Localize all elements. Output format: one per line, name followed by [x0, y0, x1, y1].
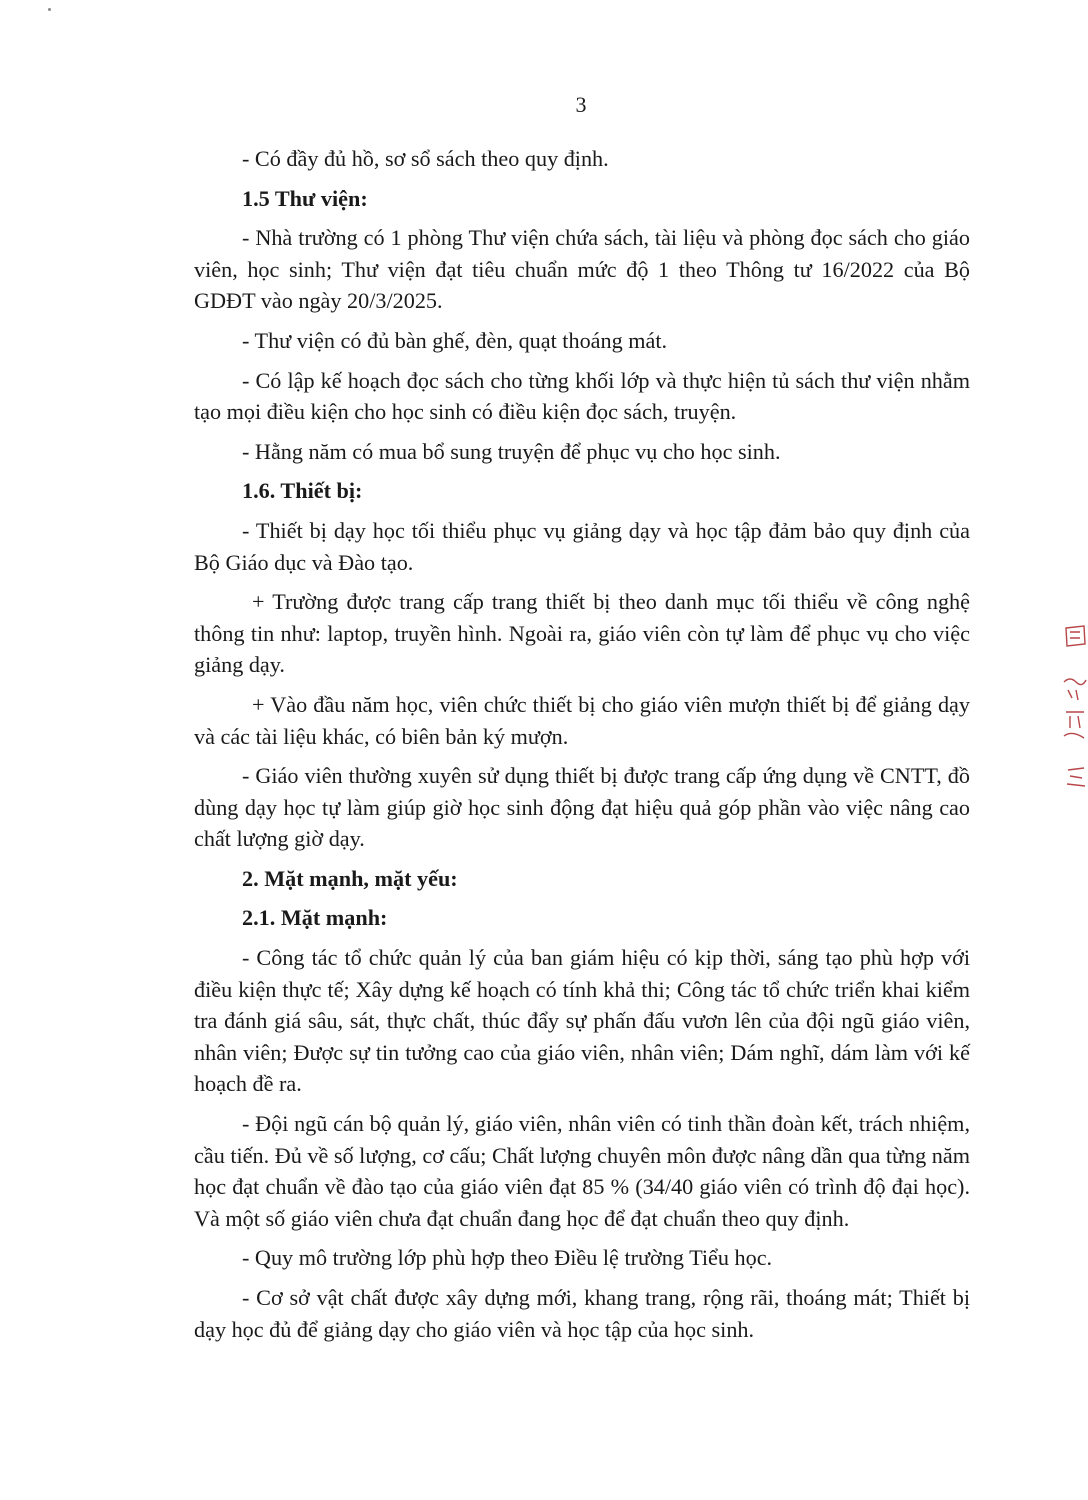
paragraph: - Thư viện có đủ bàn ghế, đèn, quạt thoáng mát.: [242, 327, 668, 353]
paragraph: - Đội ngũ cán bộ quản lý, giáo viên, nhân viên có tinh thần đoàn kết, trách nhiệm, cầu tiến. Đủ về số lượng, cơ cấu; Chất lượng chuyên môn được nâng dần qua từng năm học đạt chuẩn về đào tạo của giáo viên đạt 85 % (34/40 giáo viên có trình độ đại học). Và một số giáo viên chưa đạt chuẩn đang học để đạt chuẩn theo quy định.: [194, 1111, 970, 1231]
paragraph: + Vào đầu năm học, viên chức thiết bị cho giáo viên mượn thiết bị để giảng dạy và các tài liệu khác, có biên bản ký mượn.: [194, 691, 970, 749]
paragraph: - Thiết bị dạy học tối thiểu phục vụ giảng dạy và học tập đảm bảo quy định của Bộ Giáo dục và Đào tạo.: [194, 517, 970, 575]
paragraph: - Công tác tổ chức quản lý của ban giám hiệu có kịp thời, sáng tạo phù hợp với điều kiện thực tế; Xây dựng kế hoạch có tính khả thi; Công tác tổ chức triển khai kiểm tra đánh giá sâu, sát, thực chất, thúc đẩy sự phấn đấu vươn lên của đội ngũ giáo viên, nhân viên; Được sự tin tưởng cao của giáo viên, nhân viên; Dám nghĩ, dám làm với kế hoạch đề ra.: [194, 945, 970, 1097]
scan-speck: [48, 8, 51, 11]
paragraph: - Cơ sở vật chất được xây dựng mới, khang trang, rộng rãi, thoáng mát; Thiết bị dạy học đủ để giảng dạy cho giáo viên và học tập của học sinh.: [194, 1285, 970, 1342]
document-body: [194, 143, 970, 1353]
paragraph: - Có đầy đủ hồ, sơ sổ sách theo quy định.: [242, 146, 609, 171]
section-heading: 1.6. Thiết bị:: [242, 478, 363, 504]
paragraph: - Có lập kế hoạch đọc sách cho từng khối lớp và thực hiện tủ sách thư viện nhằm tạo mọi điều kiện cho học sinh có điều kiện đọc sách, truyện.: [194, 367, 970, 425]
paragraph: - Nhà trường có 1 phòng Thư viện chứa sách, tài liệu và phòng đọc sách cho giáo viên, học sinh; Thư viện đạt tiêu chuẩn mức độ 1 theo Thông tư 16/2022 của Bộ GDĐT vào ngày 20/3/2025.: [194, 225, 970, 314]
section-heading: 2.1. Mặt mạnh:: [242, 905, 388, 931]
paragraph: - Quy mô trường lớp phù hợp theo Điều lệ trường Tiểu học.: [242, 1245, 773, 1271]
section-heading: 1.5 Thư viện:: [242, 185, 368, 211]
page-number: 3: [575, 92, 587, 117]
section-heading: 2. Mặt mạnh, mặt yếu:: [242, 865, 458, 891]
paragraph: - Hằng năm có mua bổ sung truyện để phục vụ cho học sinh.: [242, 438, 781, 464]
paragraph: + Trường được trang cấp trang thiết bị theo danh mục tối thiểu về công nghệ thông tin như: laptop, truyền hình. Ngoài ra, giáo viên còn tự làm để phục vụ cho việc giảng dạy.: [194, 589, 970, 678]
paragraph: - Giáo viên thường xuyên sử dụng thiết bị được trang cấp ứng dụng về CNTT, đồ dùng dạy học tự làm giúp giờ học sinh động đạt hiệu quả góp phần vào việc nâng cao chất lượng giờ dạy.: [194, 763, 970, 852]
margin-stamp-fragment: [1058, 620, 1088, 800]
stamp-fragment-graphic: [1058, 620, 1088, 800]
